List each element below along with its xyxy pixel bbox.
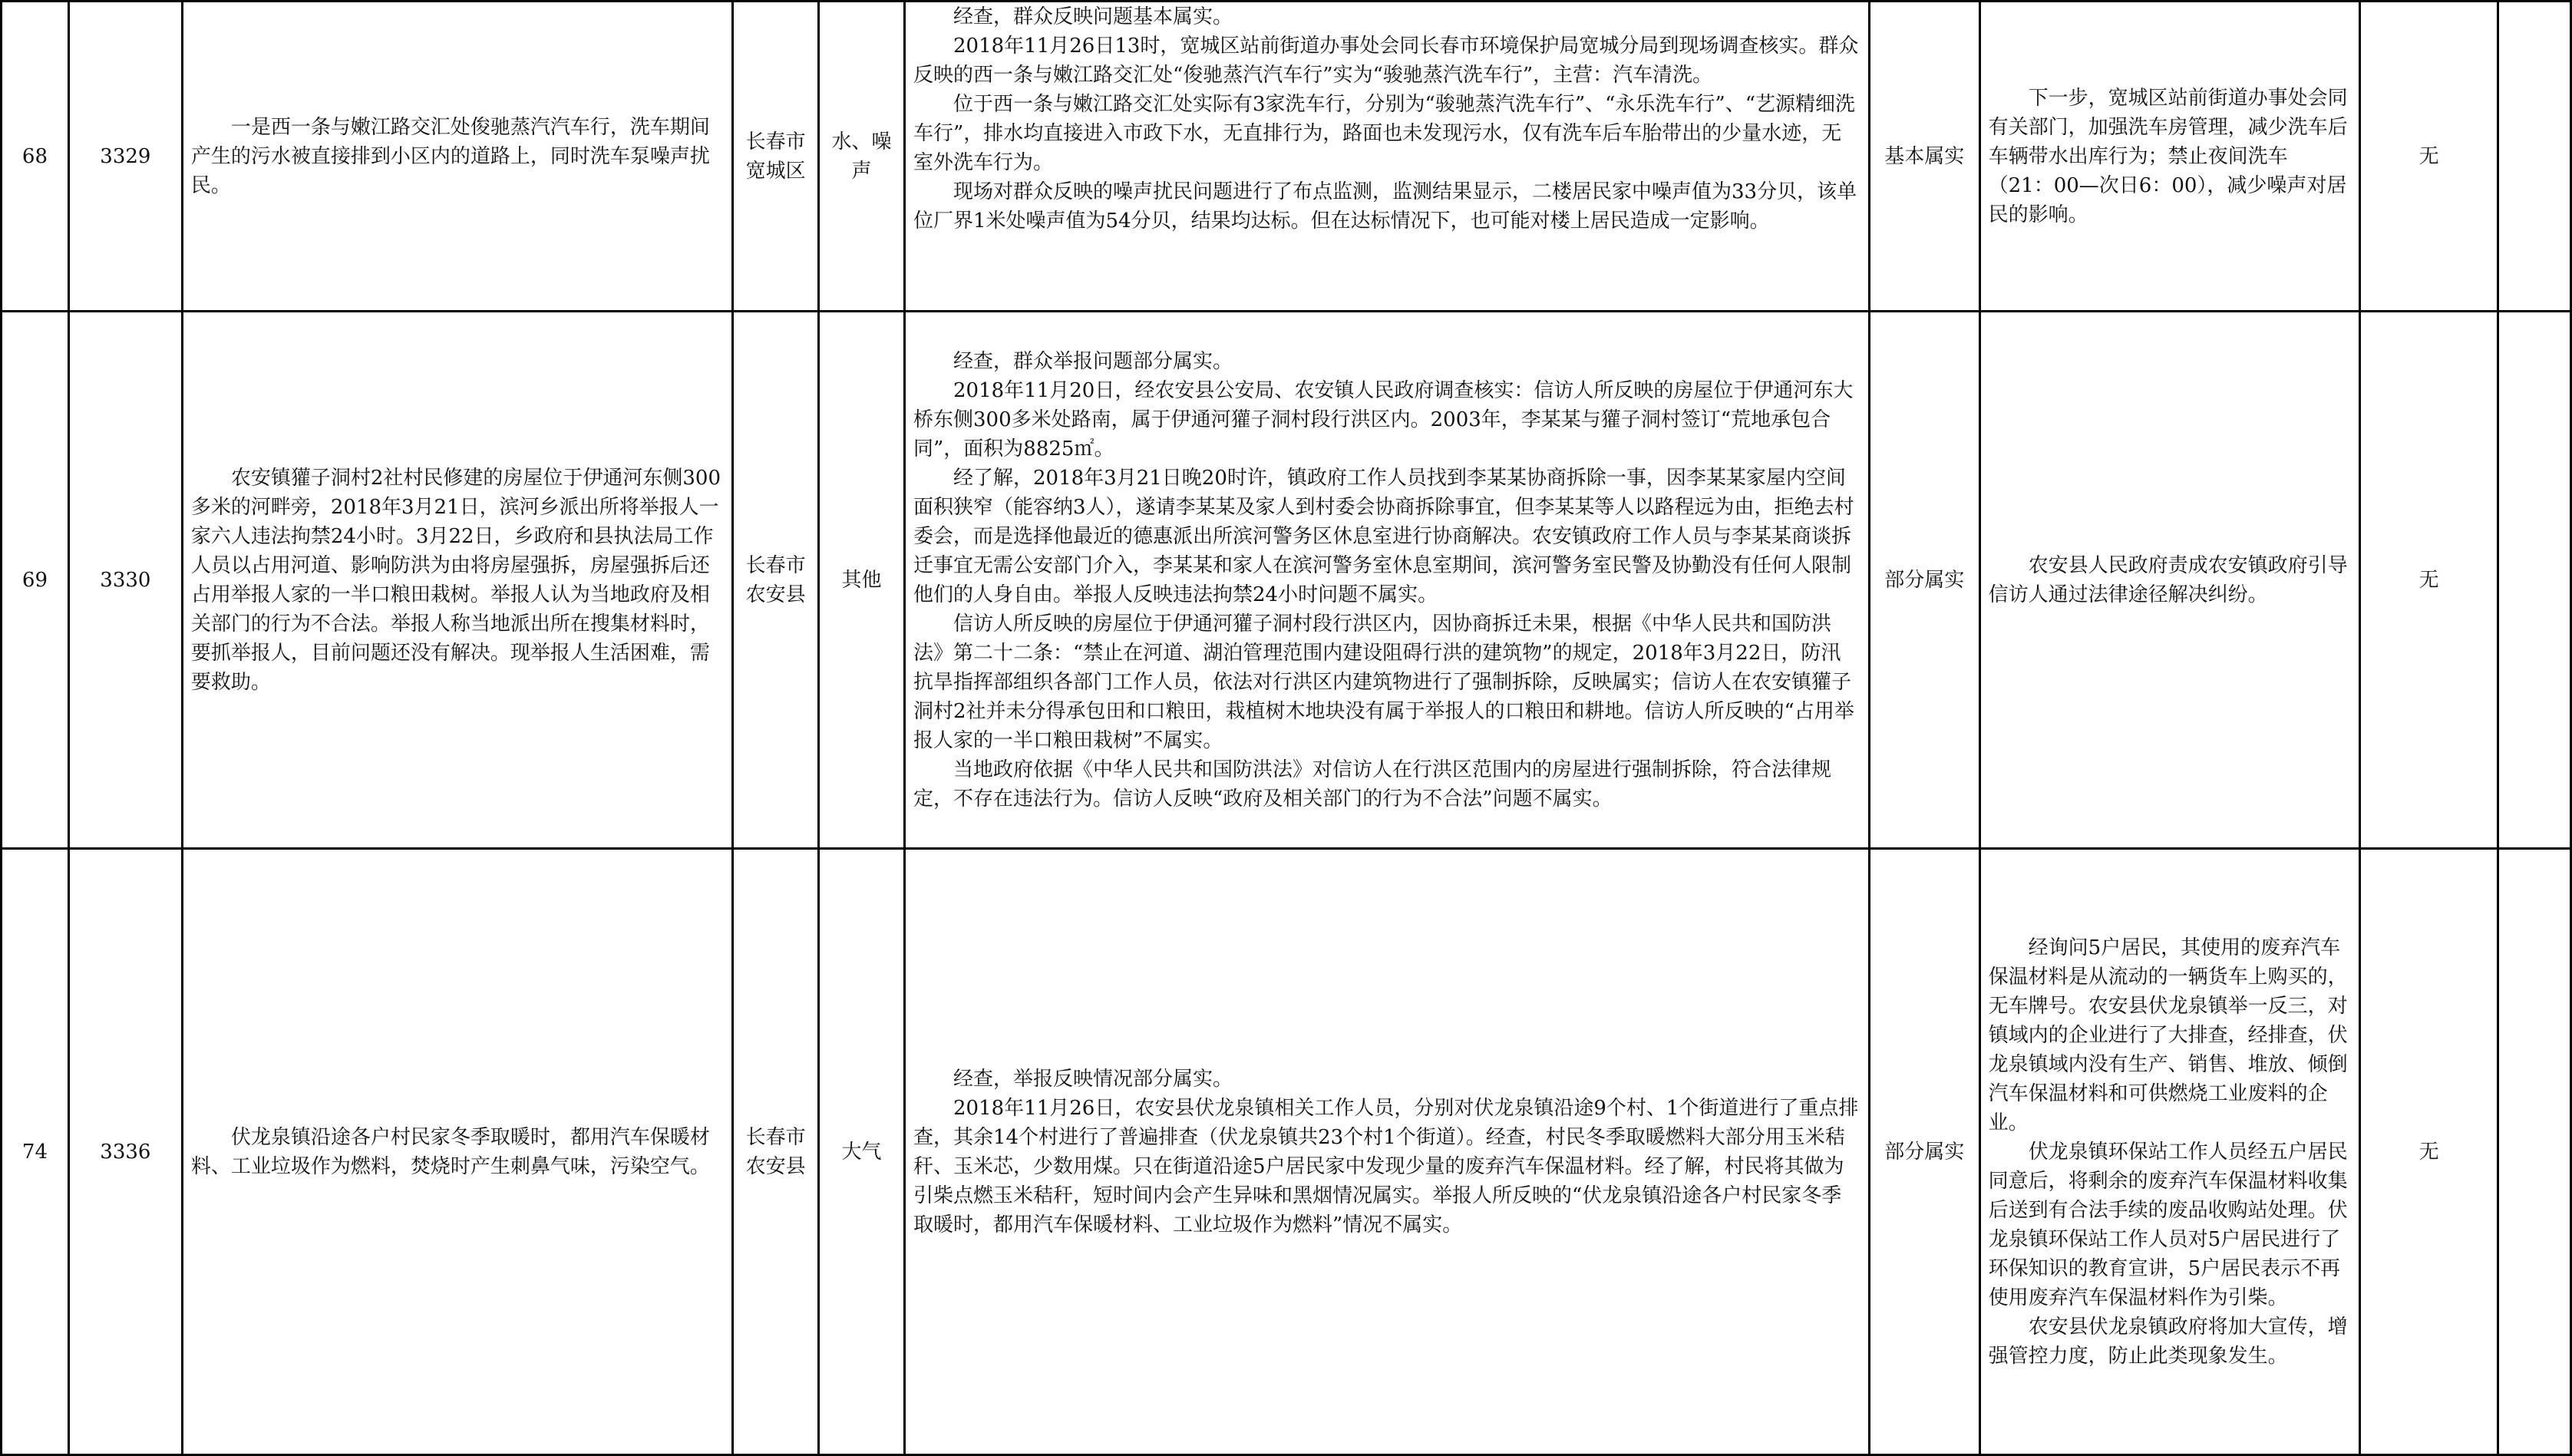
accountability-cell: 无 <box>2360 849 2498 1455</box>
case-id: 3329 <box>68 2 182 312</box>
findings-paragraph: 经查，群众反映问题基本属实。 <box>953 5 1233 28</box>
handling-paragraph: 经询问5户居民，其使用的废弃汽车保温材料是从流动的一辆货车上购买的，无车牌号。农安县伏龙泉镇举一反三，对镇域内的企业进行了大排查，经排查，伏龙泉镇域内没有生产、销售、堆放、倾倒汽车保温材料和可供燃烧工业废料的企业。 <box>1988 936 2348 1134</box>
verdict-cell: 部分属实 <box>1869 312 1979 849</box>
complaint-cell <box>182 2 732 312</box>
findings-cell <box>905 2 1870 312</box>
case-id: 3336 <box>68 849 182 1455</box>
category-cell: 大气 <box>819 849 905 1455</box>
complaint-cell <box>182 312 732 849</box>
table-row <box>2 2 2571 312</box>
table-row <box>2 849 2571 1455</box>
handling-paragraph: 农安县伏龙泉镇政府将加大宣传，增强管控力度，防止此类现象发生。 <box>1988 1315 2348 1368</box>
findings-cell <box>905 312 1870 849</box>
empty-cell <box>2498 312 2571 849</box>
handling-text: 下一步，宽城区站前街道办事处会同有关部门，加强洗车房管理，减少洗车后车辆带水出库行为；禁止夜间洗车（21：00—次日6：00），减少噪声对居民的影响。 <box>1988 86 2348 226</box>
accountability-cell: 无 <box>2360 312 2498 849</box>
handling-cell <box>1979 849 2360 1455</box>
handling-cell <box>1979 2 2360 312</box>
complaint-text: 一是西一条与嫩江路交汇处俊驰蒸汽汽车行，洗车期间产生的污水被直接排到小区内的道路上，同时洗车泵噪声扰民。 <box>190 115 710 197</box>
row-number: 68 <box>2 2 69 312</box>
region-cell: 长春市农安县 <box>733 849 819 1455</box>
complaint-text: 农安镇獾子洞村2社村民修建的房屋位于伊通河东侧300多米的河畔旁，2018年3月21日，滨河乡派出所将举报人一家六人违法拘禁24小时。3月22日，乡政府和县执法局工作人员以占用河道、影响防洪为由将房屋强拆，房屋强拆后还占用举报人家的一半口粮田栽树。举报人认为当地政府及相关部门的行为不合法。举报人称当地派出所在搜集材料时，要抓举报人，目前问题还没有解决。现举报人生活困难，需要救助。 <box>190 466 721 694</box>
complaint-cell <box>182 849 732 1455</box>
handling-paragraph: 伏龙泉镇环保站工作人员经五户居民同意后，将剩余的废弃汽车保温材料收集后送到有合法手续的废品收购站处理。伏龙泉镇环保站工作人员对5户居民进行了环保知识的教育宣讲，5户居民表示不再使用废弃汽车保温材料作为引柴。 <box>1988 1140 2348 1309</box>
complaint-text: 伏龙泉镇沿途各户村民家冬季取暖时，都用汽车保暖材料、工业垃圾作为燃料，焚烧时产生刺鼻气味，污染空气。 <box>190 1125 710 1178</box>
row-number: 69 <box>2 312 69 849</box>
findings-paragraph: 经查，群众举报问题部分属实。 <box>953 349 1233 373</box>
findings-paragraph: 当地政府依据《中华人民共和国防洪法》对信访人在行洪区范围内的房屋进行强制拆除，符合法律规定，不存在违法行为。信访人反映“政府及相关部门的行为不合法”问题不属实。 <box>913 758 1832 811</box>
accountability-cell: 无 <box>2360 2 2498 312</box>
findings-paragraph: 信访人所反映的房屋位于伊通河獾子洞村段行洪区内，因协商拆迁未果，根据《中华人民共和国防洪法》第二十二条：“禁止在河道、湖泊管理范围内建设阻碍行洪的建筑物”的规定，2018年3月22日，防汛抗旱指挥部组织各部门工作人员，依法对行洪区内建筑物进行了强制拆除，反映属实；信访人在农安镇獾子洞村2社并未分得承包田和口粮田，栽植树木地块没有属于举报人的口粮田和耕地。信访人所反映的“占用举报人家的一半口粮田栽树”不属实。 <box>913 612 1854 752</box>
region-cell: 长春市宽城区 <box>733 2 819 312</box>
region-cell: 长春市农安县 <box>733 312 819 849</box>
verdict-cell: 基本属实 <box>1869 2 1979 312</box>
row-number: 74 <box>2 849 69 1455</box>
empty-cell <box>2498 849 2571 1455</box>
findings-paragraph: 现场对群众反映的噪声扰民问题进行了布点监测，监测结果显示，二楼居民家中噪声值为33分贝，该单位厂界1米处噪声值为54分贝，结果均达标。但在达标情况下，也可能对楼上居民造成一定影响。 <box>913 180 1857 233</box>
category-cell: 其他 <box>819 312 905 849</box>
findings-cell <box>905 849 1870 1455</box>
handling-cell <box>1979 312 2360 849</box>
findings-paragraph: 2018年11月20日，经农安县公安局、农安镇人民政府调查核实：信访人所反映的房屋位于伊通河东大桥东侧300多米处路南，属于伊通河獾子洞村段行洪区内。2003年，李某某与獾子洞村签订“荒地承包合同”，面积为8825㎡。 <box>913 378 1854 461</box>
findings-paragraph: 经查，举报反映情况部分属实。 <box>953 1067 1233 1091</box>
table-row <box>2 312 2571 849</box>
category-cell: 水、噪声 <box>819 2 905 312</box>
empty-cell <box>2498 2 2571 312</box>
case-id: 3330 <box>68 312 182 849</box>
verdict-cell: 部分属实 <box>1869 849 1979 1455</box>
findings-paragraph: 2018年11月26日，农安县伏龙泉镇相关工作人员，分别对伏龙泉镇沿途9个村、1个街道进行了重点排查，其余14个村进行了普遍排查（伏龙泉镇共23个村1个街道）。经查，村民冬季取暖燃料大部分用玉米秸秆、玉米芯，少数用煤。只在街道沿途5户居民家中发现少量的废弃汽车保温材料。经了解，村民将其做为引柴点燃玉米秸秆，短时间内会产生异味和黑烟情况属实。举报人所反映的“伏龙泉镇沿途各户村民家冬季取暖时，都用汽车保暖材料、工业垃圾作为燃料”情况不属实。 <box>913 1096 1859 1236</box>
handling-text: 农安县人民政府责成农安镇政府引导信访人通过法律途径解决纠纷。 <box>1988 553 2348 606</box>
findings-paragraph: 2018年11月26日13时，宽城区站前街道办事处会同长春市环境保护局宽城分局到现场调查核实。群众反映的西一条与嫩江路交汇处“俊驰蒸汽汽车行”实为“骏驰蒸汽洗车行”，主营：汽车清洗。 <box>913 35 1859 87</box>
findings-paragraph: 经了解，2018年3月21日晚20时许，镇政府工作人员找到李某某协商拆除一事，因李某某家屋内空间面积狭窄（能容纳3人），遂请李某某及家人到村委会协商拆除事宜，但李某某等人以路程远为由，拒绝去村委会，而是选择他最近的德惠派出所滨河警务区休息室进行协商解决。农安镇政府工作人员与李某某商谈拆迁事宜无需公安部门介入，李某某和家人在滨河警务室休息室期间，滨河警务室民警及协勤没有任何人限制他们的人身自由。举报人反映违法拘禁24小时问题不属实。 <box>913 466 1854 606</box>
findings-paragraph: 位于西一条与嫩江路交汇处实际有3家洗车行，分别为“骏驰蒸汽洗车行”、“永乐洗车行”、“艺源精细洗车行”，排水均直接进入市政下水，无直排行为，路面也未发现污水，仅有洗车后车胎带出的少量水迹，无室外洗车行为。 <box>913 93 1856 174</box>
